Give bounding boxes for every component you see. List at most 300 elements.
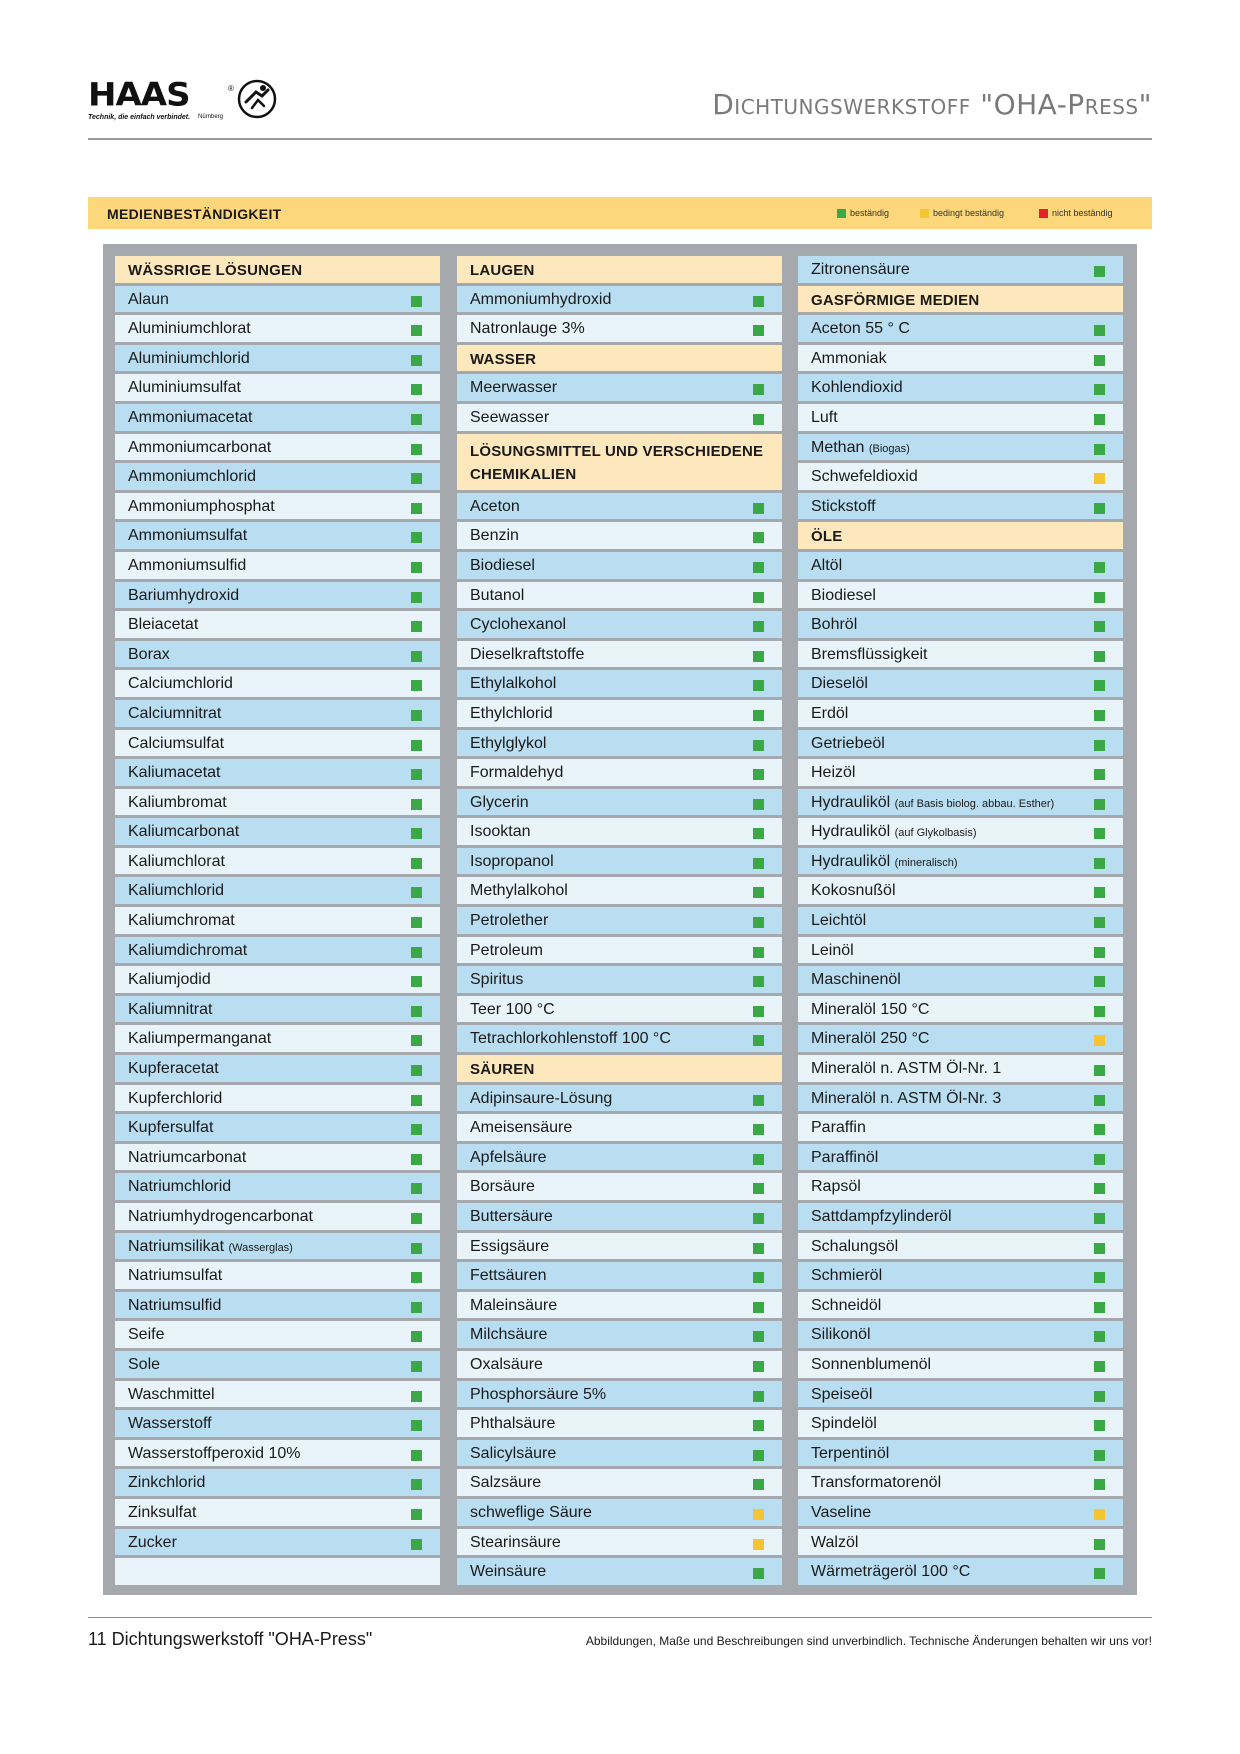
medium-name [128, 1267, 222, 1285]
medium-name [811, 1001, 929, 1019]
medium-name [470, 1356, 543, 1374]
table-row [798, 818, 1123, 848]
status-good-icon [1094, 976, 1105, 987]
status-limited-icon [1094, 1035, 1105, 1046]
status-good-icon [411, 414, 422, 425]
medium-label: Transformatorenöl [811, 1474, 942, 1492]
medium-note: (auf Basis biolog. abbau. Esther) [894, 797, 1055, 810]
document-title: Dichtungswerkstoff "OHA-Press" [712, 88, 1152, 121]
medium-name [811, 587, 876, 605]
status-good-icon [411, 740, 422, 751]
medium-name [128, 1178, 231, 1196]
medium-label: SÄUREN [470, 1061, 535, 1079]
medium-name [811, 498, 876, 516]
status-good-icon [1094, 1006, 1105, 1017]
status-good-icon [753, 917, 764, 928]
status-good-icon [753, 740, 764, 751]
medium-name [128, 439, 271, 457]
medium-name [128, 1386, 215, 1404]
medium-note: (Biogas) [868, 442, 910, 455]
medium-label: WASSER [470, 350, 537, 368]
category-label [811, 528, 842, 545]
table-row [457, 1351, 782, 1381]
medium-name [128, 409, 253, 427]
medium-name [128, 942, 247, 960]
medium-name [470, 823, 530, 841]
medium-name [128, 1297, 221, 1315]
status-good-icon [411, 296, 422, 307]
table-row [115, 907, 440, 937]
medium-name [128, 1149, 246, 1167]
medium-label: Essigsäure [470, 1237, 550, 1255]
table-row [798, 1173, 1123, 1203]
status-good-icon [753, 680, 764, 691]
status-good-icon [1094, 414, 1105, 425]
table-row [798, 996, 1123, 1026]
status-good-icon [1094, 1095, 1105, 1106]
table-row [115, 789, 440, 819]
status-good-icon [753, 1568, 764, 1579]
medium-name [128, 1356, 160, 1374]
status-good-icon [1094, 1302, 1105, 1313]
table-row [798, 1292, 1123, 1322]
status-good-icon [753, 592, 764, 603]
table-row [457, 315, 782, 345]
medium-name [128, 1208, 313, 1226]
medium-name [811, 409, 838, 427]
table-row [798, 315, 1123, 345]
status-good-icon [1094, 799, 1105, 810]
status-good-icon [753, 1331, 764, 1342]
status-good-icon [1094, 266, 1105, 277]
status-good-icon [753, 799, 764, 810]
medium-label: Formaldehyd [470, 764, 564, 782]
medium-name [470, 1119, 572, 1137]
table-row [115, 1440, 440, 1470]
medium-label: Aluminiumsulfat [128, 379, 241, 397]
medium-label: Kaliumbromat [128, 793, 227, 811]
medium-name [470, 557, 535, 575]
medium-name [470, 764, 563, 782]
status-good-icon [1094, 917, 1105, 928]
medium-name [470, 705, 553, 723]
table-row [115, 1381, 440, 1411]
medium-name [470, 675, 556, 693]
medium-name [811, 1504, 871, 1522]
medium-name [128, 1060, 219, 1078]
medium-label: Natriumcarbonat [128, 1148, 247, 1166]
status-limited-icon [1094, 473, 1105, 484]
category-label [470, 1061, 535, 1078]
status-good-icon [411, 1450, 422, 1461]
category-label [470, 440, 770, 486]
table-row [115, 345, 440, 375]
medium-label: Luft [811, 408, 838, 426]
table-row [798, 1440, 1123, 1470]
status-good-icon [411, 1095, 422, 1106]
status-good-icon [411, 473, 422, 484]
medium-name [811, 823, 977, 841]
table-row [798, 1114, 1123, 1144]
status-limited-icon [753, 1509, 764, 1520]
status-good-icon [411, 532, 422, 543]
status-good-icon [411, 1391, 422, 1402]
medium-label: Paraffin [811, 1119, 866, 1137]
status-good-icon [1094, 325, 1105, 336]
medium-name [470, 1326, 547, 1344]
medium-name [811, 320, 910, 338]
status-good-icon [1094, 1243, 1105, 1254]
medium-label: Natriumsulfat [128, 1267, 223, 1285]
medium-label: Kaliumchlorat [128, 852, 225, 870]
status-good-icon [411, 769, 422, 780]
medium-label: Vaseline [811, 1503, 872, 1521]
table-row [115, 700, 440, 730]
medium-label: Heizöl [811, 764, 856, 782]
status-good-icon [411, 976, 422, 987]
medium-name [128, 912, 235, 930]
medium-label: Natronlauge 3% [470, 320, 585, 338]
medium-label: Altöl [811, 556, 843, 574]
medium-label: Hydrauliköl [811, 793, 891, 811]
medium-name [811, 468, 918, 486]
status-good-icon [753, 1361, 764, 1372]
medium-name [811, 853, 958, 871]
medium-name [470, 1504, 592, 1522]
medium-label: Salicylsäure [470, 1444, 557, 1462]
status-good-icon [411, 1272, 422, 1283]
category-header [457, 256, 782, 286]
medium-label: Aceton 55 ° C [811, 320, 910, 338]
table-row [798, 1144, 1123, 1174]
status-good-icon [753, 621, 764, 632]
table-row [115, 1173, 440, 1203]
medium-label: Zucker [128, 1533, 177, 1551]
status-good-icon [753, 1302, 764, 1313]
status-good-icon [1094, 592, 1105, 603]
table-column-1 [115, 256, 440, 1588]
status-good-icon [1094, 651, 1105, 662]
medium-label: Schmieröl [811, 1267, 883, 1285]
medium-name [128, 1001, 212, 1019]
medium-name [128, 1415, 212, 1433]
status-good-icon [1094, 680, 1105, 691]
medium-label: Erdöl [811, 704, 849, 722]
medium-label: Spiritus [470, 971, 524, 989]
medium-label: Kupferacetat [128, 1060, 219, 1078]
medium-name [811, 1445, 889, 1463]
medium-label: Ammoniumsulfat [128, 527, 248, 545]
medium-label: Ethylalkohol [470, 675, 557, 693]
status-good-icon [1094, 444, 1105, 455]
category-header [457, 1055, 782, 1085]
medium-label: Schalungsöl [811, 1237, 899, 1255]
header-divider [88, 138, 1152, 140]
table-row [115, 818, 440, 848]
table-row [457, 1440, 782, 1470]
table-row [798, 789, 1123, 819]
medium-name [811, 1415, 877, 1433]
status-good-icon [753, 828, 764, 839]
medium-name [128, 1534, 177, 1552]
medium-label: Natriumsilikat [128, 1237, 225, 1255]
table-row [115, 286, 440, 316]
table-row [798, 1025, 1123, 1055]
table-row [457, 877, 782, 907]
status-good-icon [753, 414, 764, 425]
medium-name [470, 794, 529, 812]
table-row [798, 434, 1123, 464]
medium-name [128, 498, 275, 516]
medium-label: Butanol [470, 586, 525, 604]
medium-name [811, 1326, 871, 1344]
table-row [798, 404, 1123, 434]
table-row [457, 996, 782, 1026]
table-row [457, 1292, 782, 1322]
table-row [457, 1410, 782, 1440]
medium-label: Meerwasser [470, 379, 558, 397]
section-title: MEDIENBESTÄNDIGKEIT [107, 206, 282, 222]
status-good-icon [1094, 769, 1105, 780]
medium-label: Benzin [470, 527, 519, 545]
medium-name [470, 912, 548, 930]
medium-label: Salzsäure [470, 1474, 542, 1492]
medium-label: Biodiesel [811, 586, 876, 604]
footer-disclaimer: Abbildungen, Maße und Beschreibungen sind unverbindlich. Technische Änderungen behalten wir uns vor! [585, 1634, 1152, 1648]
medium-name [811, 912, 866, 930]
status-good-icon [411, 1154, 422, 1165]
status-good-icon [753, 1095, 764, 1106]
medium-label: GASFÖRMIGE MEDIEN [811, 291, 980, 309]
legend-item-limited [920, 208, 1004, 218]
table-row [798, 1381, 1123, 1411]
table-row [457, 848, 782, 878]
medium-name [128, 1238, 293, 1256]
medium-note: (auf Glykolbasis) [894, 827, 977, 840]
medium-label: Ammoniak [811, 349, 887, 367]
status-good-icon [753, 1006, 764, 1017]
medium-name [811, 1297, 881, 1315]
status-good-icon [411, 1065, 422, 1076]
medium-label: Bleiacetat [128, 616, 199, 634]
medium-label: Spindelöl [811, 1415, 877, 1433]
medium-name [470, 379, 557, 397]
status-good-icon [411, 444, 422, 455]
medium-label: Kupferchlorid [128, 1089, 223, 1107]
table-row [798, 730, 1123, 760]
medium-name [128, 705, 221, 723]
table-row [798, 1410, 1123, 1440]
table-row [798, 966, 1123, 996]
medium-label: Weinsäure [470, 1563, 547, 1581]
logo-wordmark: HAAS [88, 76, 190, 114]
medium-label: ÖLE [811, 528, 843, 546]
category-label [470, 351, 536, 368]
table-row [798, 345, 1123, 375]
status-limited-icon [1094, 1509, 1105, 1520]
medium-name [128, 1030, 271, 1048]
status-good-icon [411, 621, 422, 632]
medium-name [811, 1386, 872, 1404]
status-good-icon [411, 947, 422, 958]
medium-label: Zinksulfat [128, 1503, 197, 1521]
medium-label: Waschmittel [128, 1385, 215, 1403]
medium-name [128, 1504, 196, 1522]
table-row [457, 1173, 782, 1203]
medium-label: Wasserstoff [128, 1415, 212, 1433]
medium-name [811, 794, 1054, 812]
table-row [115, 1114, 440, 1144]
medium-name [811, 1090, 1001, 1108]
table-row [457, 966, 782, 996]
table-row [457, 1114, 782, 1144]
medium-label: Oxalsäure [470, 1355, 543, 1373]
status-limited-icon [753, 1539, 764, 1550]
medium-name [470, 587, 524, 605]
status-good-icon [1094, 710, 1105, 721]
medium-name [811, 1267, 882, 1285]
medium-label: Silikonöl [811, 1326, 871, 1344]
status-good-icon [1094, 1450, 1105, 1461]
medium-label: Sole [128, 1355, 161, 1373]
table-row [798, 1529, 1123, 1559]
medium-label: Zinkchlorid [128, 1474, 206, 1492]
table-row [798, 759, 1123, 789]
table-column-2 [457, 256, 782, 1588]
table-row [798, 1262, 1123, 1292]
status-good-icon [411, 1035, 422, 1046]
medium-label: Phthalsäure [470, 1415, 556, 1433]
medium-label: Natriumhydrogencarbonat [128, 1208, 313, 1225]
legend-swatch-limited [920, 209, 929, 218]
medium-label: Aceton [470, 497, 520, 515]
table-row [798, 374, 1123, 404]
table-row [115, 434, 440, 464]
medium-label: Petrolether [470, 912, 549, 930]
status-good-icon [1094, 1331, 1105, 1342]
medium-name [811, 557, 842, 575]
table-row [798, 493, 1123, 523]
table-row [457, 1499, 782, 1529]
medium-name [470, 1178, 535, 1196]
table-row [115, 1499, 440, 1529]
table-row [798, 1321, 1123, 1351]
table-row [115, 877, 440, 907]
medium-name [128, 1119, 213, 1137]
status-good-icon [1094, 1124, 1105, 1135]
medium-name [470, 853, 554, 871]
table-row [115, 730, 440, 760]
table-row [457, 730, 782, 760]
medium-name [470, 498, 520, 516]
status-good-icon [1094, 384, 1105, 395]
medium-label: Bohröl [811, 616, 858, 634]
table-row [457, 522, 782, 552]
logo-emblem-icon [236, 78, 278, 120]
status-good-icon [411, 887, 422, 898]
medium-name [470, 971, 523, 989]
table-row [457, 286, 782, 316]
status-good-icon [411, 1420, 422, 1431]
table-row [457, 374, 782, 404]
legend-label-limited: bedingt beständig [933, 208, 1005, 218]
table-row [115, 670, 440, 700]
status-good-icon [411, 1213, 422, 1224]
table-row [457, 907, 782, 937]
medium-name [128, 764, 221, 782]
medium-label: LAUGEN [470, 262, 535, 279]
table-row [457, 1558, 782, 1588]
medium-label: Hydrauliköl [811, 852, 891, 870]
table-row [798, 1558, 1123, 1588]
medium-label: Walzöl [811, 1533, 859, 1551]
medium-name [811, 675, 868, 693]
table-row [457, 641, 782, 671]
status-good-icon [1094, 828, 1105, 839]
status-good-icon [411, 917, 422, 928]
status-good-icon [411, 1361, 422, 1372]
medium-label: Ethylglykol [470, 734, 547, 752]
medium-label: Isopropanol [470, 852, 554, 870]
medium-label: Kupfersulfat [128, 1119, 214, 1137]
medium-name [128, 1445, 301, 1463]
medium-name [811, 350, 887, 368]
medium-label: Maschinenöl [811, 971, 901, 989]
medium-name [128, 468, 256, 486]
medium-name [128, 882, 224, 900]
medium-label: Schneidöl [811, 1296, 882, 1314]
medium-label: Bariumhydroxid [128, 586, 240, 604]
status-good-icon [411, 799, 422, 810]
medium-label: Fettsäuren [470, 1267, 547, 1285]
medium-label: Ethylchlorid [470, 704, 553, 722]
status-good-icon [1094, 1479, 1105, 1490]
medium-label: Paraffinöl [811, 1148, 879, 1166]
status-good-icon [753, 325, 764, 336]
table-row [798, 463, 1123, 493]
table-row [115, 1085, 440, 1115]
table-row [457, 1381, 782, 1411]
status-good-icon [753, 710, 764, 721]
medium-name [811, 1030, 929, 1048]
table-row [798, 1233, 1123, 1263]
medium-note: (mineralisch) [894, 856, 958, 869]
status-good-icon [411, 562, 422, 573]
legend-label-bad: nicht beständig [1052, 208, 1113, 218]
medium-name [128, 320, 251, 338]
table-row [115, 315, 440, 345]
medium-label: Seife [128, 1326, 165, 1344]
medium-name [128, 794, 227, 812]
medium-label: Speiseöl [811, 1385, 873, 1403]
status-good-icon [753, 1124, 764, 1135]
table-row [798, 552, 1123, 582]
medium-label: Buttersäure [470, 1208, 553, 1225]
status-good-icon [411, 1302, 422, 1313]
table-row [115, 1529, 440, 1559]
medium-label: Ammoniumcarbonat [128, 438, 272, 456]
medium-label: Maleinsäure [470, 1296, 558, 1314]
medium-label: Methan [811, 438, 865, 456]
table-row [115, 582, 440, 612]
legend-item-bad [1039, 208, 1113, 218]
status-good-icon [411, 1331, 422, 1342]
status-good-icon [753, 1183, 764, 1194]
medium-label: Teer 100 °C [470, 1000, 555, 1018]
medium-name [811, 616, 857, 634]
table-row [115, 848, 440, 878]
status-good-icon [411, 592, 422, 603]
